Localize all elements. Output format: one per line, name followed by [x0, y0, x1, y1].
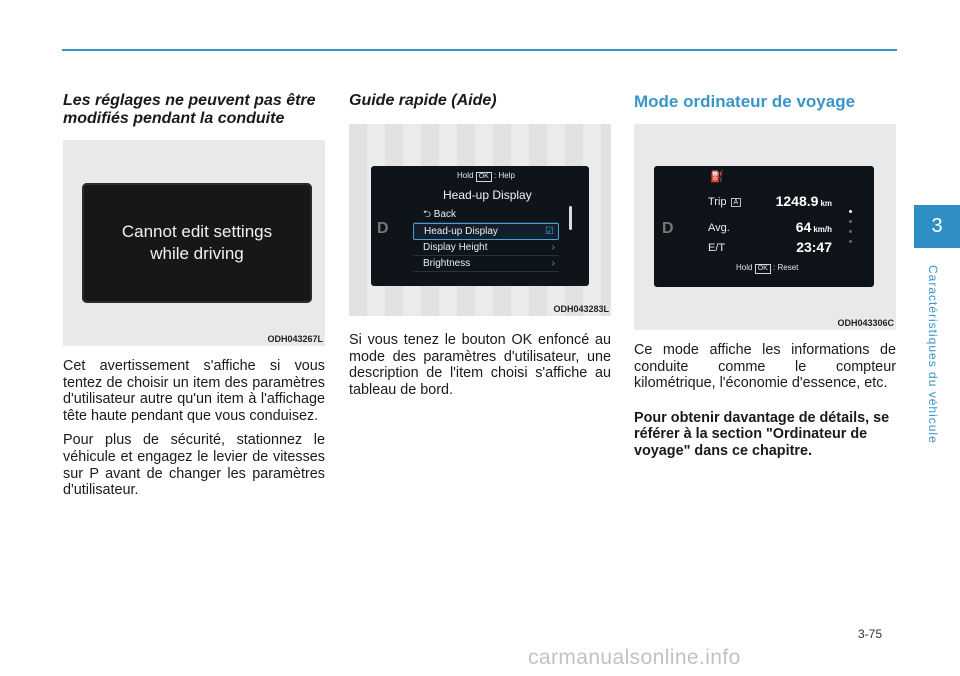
figure-cannot-edit	[63, 140, 325, 346]
hud-settings-screen	[371, 166, 589, 286]
trip-value: 1248.9 km	[775, 193, 832, 209]
paragraph: Cet avertissement s'affiche si vous tentez de choisir un item des paramètres d'utilisateur autre qu'un item à l'affichage tête haute pendant que vous conduisez.	[63, 358, 325, 424]
cross-reference-note: Pour obtenir davantage de détails, se référer à la section "Ordinateur de voyage" dans ce chapitre.	[634, 409, 890, 459]
figure-quick-guide	[349, 124, 611, 316]
page-dots	[849, 210, 852, 250]
ok-key-icon: OK	[755, 264, 771, 274]
watermark: carmanualsonline.info	[528, 646, 741, 669]
cluster-screen	[82, 183, 312, 303]
figure-caption: ODH043283L	[553, 304, 609, 314]
column-2	[349, 92, 611, 406]
menu-item-display-height: Display Height ›	[413, 240, 559, 256]
scrollbar-indicator	[569, 206, 572, 230]
menu-item-head-up-display: Head-up Display ☑	[413, 223, 559, 240]
figure-trip-computer	[634, 124, 896, 330]
back-arrow-icon: ⮌	[423, 209, 434, 220]
section-heading: Mode ordinateur de voyage	[634, 92, 856, 111]
settings-menu	[413, 207, 559, 272]
trip-label: Trip A	[708, 196, 741, 208]
figure-caption: ODH043267L	[267, 334, 323, 344]
gear-indicator: D	[662, 220, 674, 237]
paragraph: Si vous tenez le bouton OK enfoncé au mode des paramètres d'utilisateur, une description de l'item choisi s'affiche au tableau de bord.	[349, 332, 611, 398]
warning-line-2: while driving	[150, 244, 244, 263]
chevron-right-icon: ›	[551, 258, 555, 269]
chapter-title: Caractéristiques du véhicule	[926, 265, 940, 444]
et-label: E/T	[708, 242, 726, 254]
page-number: 3-75	[858, 627, 883, 641]
trip-a-tag: A	[731, 198, 742, 207]
help-hint: Hold OK : Help	[457, 171, 515, 180]
figure-caption: ODH043306C	[837, 318, 894, 328]
gear-indicator: D	[377, 220, 389, 237]
checkbox-checked-icon: ☑	[545, 226, 554, 237]
et-value: 23:47	[796, 239, 832, 255]
paragraph: Pour plus de sécurité, stationnez le véhicule et engagez le levier de vitesses sur P avant de changer les paramètres d'utilisateur.	[63, 432, 325, 499]
fuel-pump-icon: ⛽	[710, 171, 724, 183]
avg-label: Avg.	[708, 222, 730, 234]
trip-computer-screen	[654, 166, 874, 287]
paragraph: Ce mode affiche les informations de conduite comme le compteur kilométrique, l'économie d'essence, etc.	[634, 342, 896, 392]
section-heading: Les réglages ne peuvent pas être modifiés pendant la conduite	[63, 92, 316, 127]
chapter-tab: 3	[914, 205, 960, 248]
ok-key-icon: OK	[476, 172, 492, 182]
top-rule	[62, 49, 897, 51]
reset-hint: Hold OK : Reset	[736, 263, 799, 272]
section-heading: Guide rapide (Aide)	[349, 92, 497, 109]
menu-title: Head-up Display	[443, 188, 532, 202]
chevron-right-icon: ›	[551, 242, 555, 253]
avg-value: 64 km/h	[795, 219, 832, 235]
column-1	[63, 92, 325, 507]
menu-item-back: ⮌ Back	[413, 207, 559, 223]
menu-item-brightness: Brightness ›	[413, 256, 559, 272]
warning-line-1: Cannot edit settings	[121, 222, 273, 241]
column-3	[634, 92, 896, 468]
